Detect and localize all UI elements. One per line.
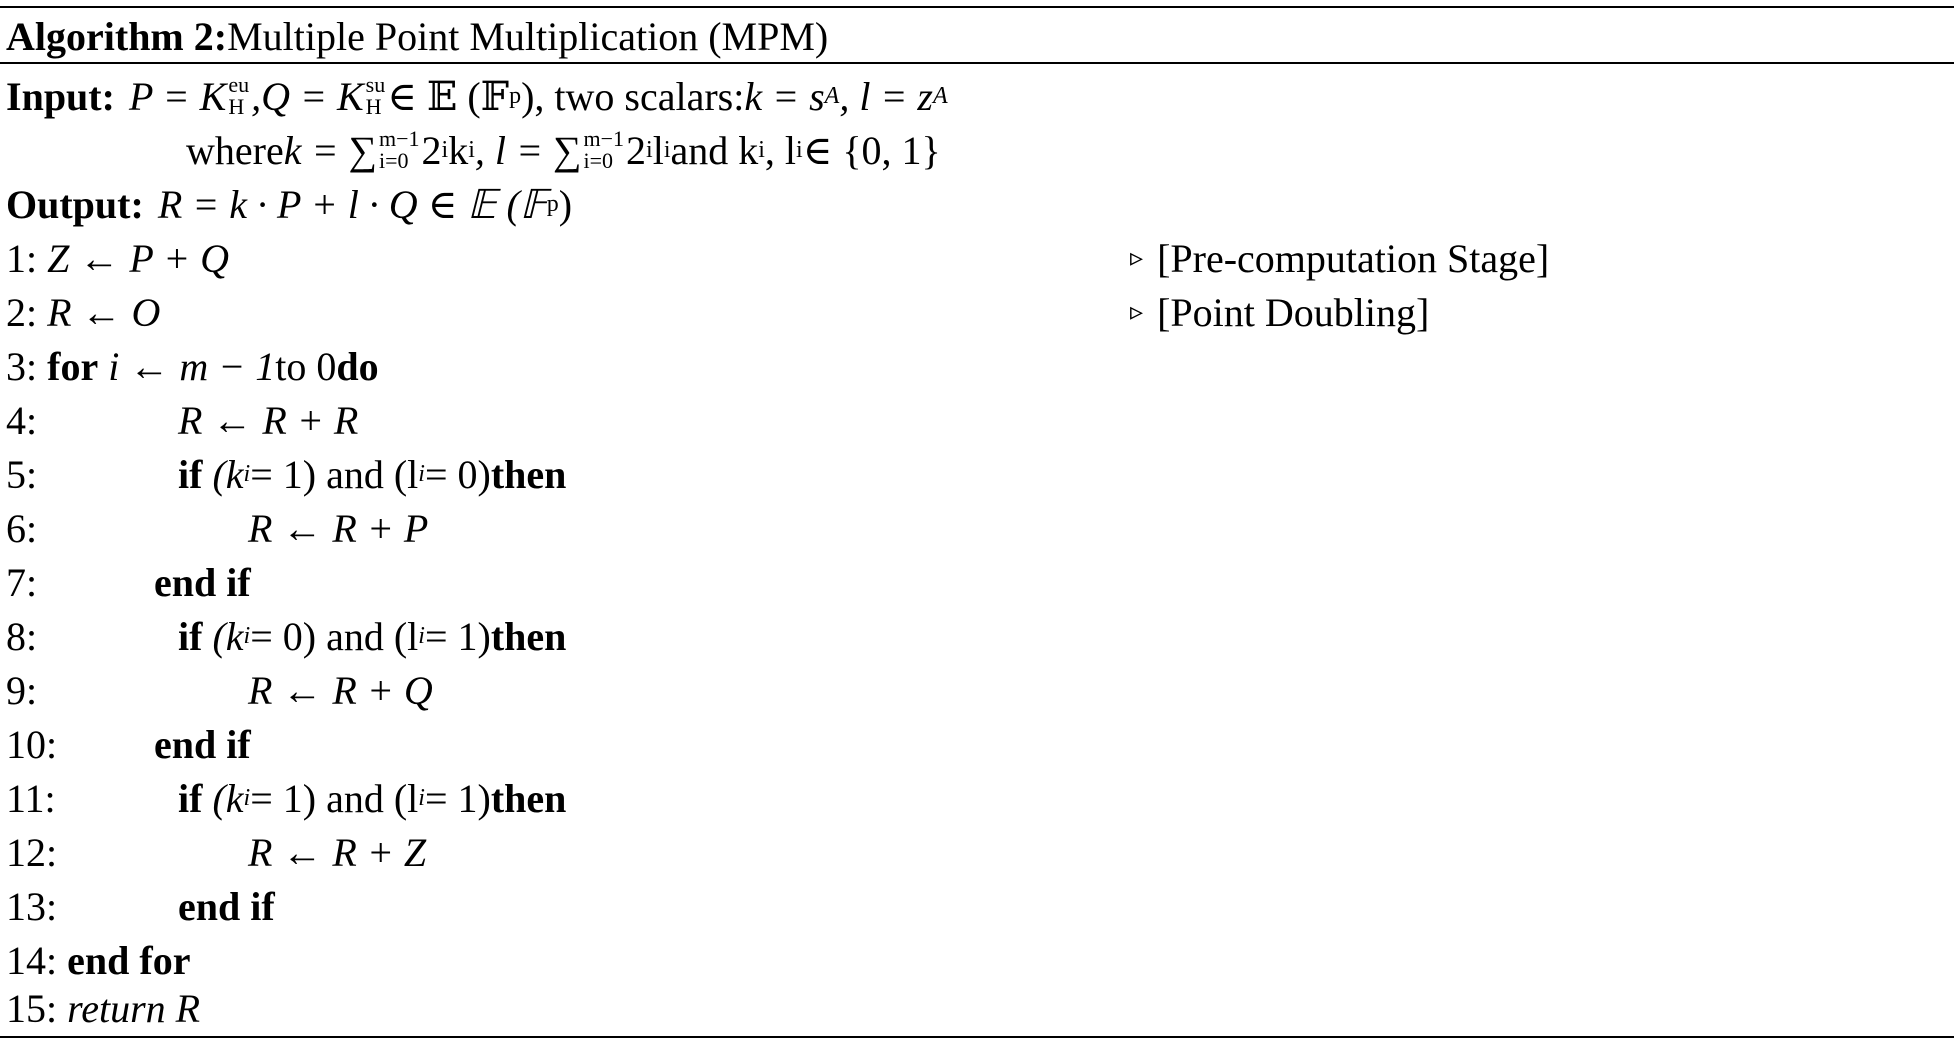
input-field: ∈ 𝔼 (𝔽 bbox=[387, 73, 510, 119]
cond-end: = 0) bbox=[424, 451, 491, 497]
input-q: ,Q = K bbox=[251, 73, 364, 119]
keyword-for: for bbox=[47, 343, 99, 389]
l-sum-limits: m−1 i=0 bbox=[583, 126, 625, 173]
step-math: R ← R + Z bbox=[248, 829, 427, 875]
step-number: 10: bbox=[6, 721, 58, 767]
step-number: 5: bbox=[6, 451, 38, 497]
return-statement: return R bbox=[67, 985, 201, 1031]
step-number: 8: bbox=[6, 613, 38, 659]
comment-point-doubling bbox=[1130, 286, 1429, 338]
keyword-if: if bbox=[178, 775, 203, 821]
input-field-sub: p bbox=[509, 82, 522, 109]
tail-mid: , l bbox=[764, 127, 797, 173]
step-8 bbox=[6, 610, 566, 662]
k-term: 2 bbox=[421, 127, 442, 173]
input-l: , l = z bbox=[839, 73, 933, 119]
keyword-end-if: end if bbox=[178, 883, 275, 929]
comment-triangle-icon: ▹ bbox=[1130, 297, 1144, 327]
cond-k-sub: i bbox=[243, 460, 251, 487]
step-2 bbox=[6, 286, 160, 338]
top-rule bbox=[0, 6, 1954, 8]
cond-l-sub: i bbox=[418, 622, 425, 649]
keyword-then: then bbox=[490, 613, 567, 659]
step-3 bbox=[6, 340, 379, 392]
step-number: 6: bbox=[6, 505, 38, 551]
step-range: to 0 bbox=[275, 343, 337, 389]
comment-triangle-icon: ▹ bbox=[1130, 243, 1144, 273]
input-l-sub: A bbox=[932, 82, 948, 109]
bottom-rule bbox=[0, 1036, 1954, 1038]
cond-mid: = 1) and (l bbox=[250, 451, 419, 497]
l-term: 2 bbox=[626, 127, 647, 173]
step-math: R ← R + Q bbox=[248, 667, 433, 713]
keyword-end-if: end if bbox=[154, 559, 251, 605]
input-line-1 bbox=[6, 70, 948, 122]
step-number: 1: bbox=[6, 235, 38, 281]
l-var-sub: i bbox=[663, 136, 671, 163]
tail-and: and k bbox=[670, 127, 759, 173]
cond-end: = 1) bbox=[424, 613, 491, 659]
step-5 bbox=[6, 448, 566, 500]
q-supsub: su H bbox=[365, 72, 386, 119]
input-k-sub: A bbox=[824, 82, 840, 109]
input-label: Input: bbox=[6, 73, 115, 119]
keyword-then: then bbox=[490, 775, 567, 821]
step-12 bbox=[6, 826, 426, 878]
step-number: 15: bbox=[6, 985, 58, 1031]
keyword-if: if bbox=[178, 613, 203, 659]
cond-k: (k bbox=[212, 775, 244, 821]
step-13 bbox=[6, 880, 275, 932]
step-number: 14: bbox=[6, 937, 58, 983]
title-rule bbox=[0, 62, 1954, 64]
step-11 bbox=[6, 772, 566, 824]
tail-end: ∈ {0, 1} bbox=[802, 127, 941, 173]
k-term-sup: i bbox=[441, 136, 449, 163]
comment-precomputation bbox=[1130, 232, 1549, 284]
input-k: k = s bbox=[744, 73, 825, 119]
output-end: ) bbox=[558, 181, 573, 227]
algorithm-title-bold: Algorithm 2: bbox=[6, 13, 228, 59]
step-math: R ← O bbox=[47, 289, 161, 335]
step-15 bbox=[6, 982, 200, 1034]
tail-k-sub: i bbox=[758, 136, 765, 163]
cond-l-sub: i bbox=[418, 784, 425, 811]
step-7 bbox=[6, 556, 251, 608]
k-var-sub: i bbox=[468, 136, 475, 163]
step-math: R ← R + R bbox=[178, 397, 359, 443]
l-sum: , l = ∑ bbox=[474, 127, 582, 173]
l-var: l bbox=[652, 127, 664, 173]
keyword-end-if: end if bbox=[154, 721, 251, 767]
input-line-2 bbox=[186, 124, 941, 176]
step-number: 7: bbox=[6, 559, 38, 605]
step-number: 4: bbox=[6, 397, 38, 443]
step-14 bbox=[6, 934, 190, 986]
step-1 bbox=[6, 232, 229, 284]
step-9 bbox=[6, 664, 433, 716]
p-supsub: eu H bbox=[228, 72, 250, 119]
cond-end: = 1) bbox=[424, 775, 491, 821]
step-math: i ← m − 1 bbox=[108, 343, 276, 389]
comment-text: [Point Doubling] bbox=[1157, 289, 1430, 335]
where-text: where bbox=[186, 127, 284, 173]
step-math: R ← R + P bbox=[248, 505, 429, 551]
keyword-if: if bbox=[178, 451, 203, 497]
step-6 bbox=[6, 502, 428, 554]
algorithm-title-text: Multiple Point Multiplication (MPM) bbox=[227, 13, 829, 59]
cond-k-sub: i bbox=[243, 784, 251, 811]
output-expr: R = k · P + l · Q ∈ 𝔼 (𝔽 bbox=[157, 181, 547, 227]
keyword-end-for: end for bbox=[67, 937, 191, 983]
step-number: 13: bbox=[6, 883, 58, 929]
step-number: 9: bbox=[6, 667, 38, 713]
l-term-sup: i bbox=[646, 136, 653, 163]
step-4 bbox=[6, 394, 358, 446]
cond-k: (k bbox=[212, 451, 244, 497]
k-sum: k = ∑ bbox=[283, 127, 377, 173]
step-number: 2: bbox=[6, 289, 38, 335]
step-number: 3: bbox=[6, 343, 38, 389]
output-label: Output: bbox=[6, 181, 144, 227]
input-p: P = K bbox=[128, 73, 227, 119]
cond-k-sub: i bbox=[243, 622, 251, 649]
tail-l-sub: i bbox=[796, 136, 803, 163]
cond-k: (k bbox=[212, 613, 244, 659]
step-number: 12: bbox=[6, 829, 58, 875]
k-var: k bbox=[448, 127, 469, 173]
input-rest: ), two scalars: bbox=[521, 73, 745, 119]
algorithm-title bbox=[6, 10, 828, 62]
cond-mid: = 0) and (l bbox=[250, 613, 419, 659]
step-number: 11: bbox=[6, 775, 56, 821]
k-sum-limits: m−1 i=0 bbox=[378, 126, 420, 173]
comment-text: [Pre-computation Stage] bbox=[1157, 235, 1550, 281]
cond-l-sub: i bbox=[418, 460, 425, 487]
step-10 bbox=[6, 718, 251, 770]
output-line bbox=[6, 178, 572, 230]
keyword-then: then bbox=[490, 451, 567, 497]
step-math: Z ← P + Q bbox=[47, 235, 229, 281]
keyword-do: do bbox=[336, 343, 379, 389]
cond-mid: = 1) and (l bbox=[250, 775, 419, 821]
output-sub: p bbox=[546, 190, 559, 217]
